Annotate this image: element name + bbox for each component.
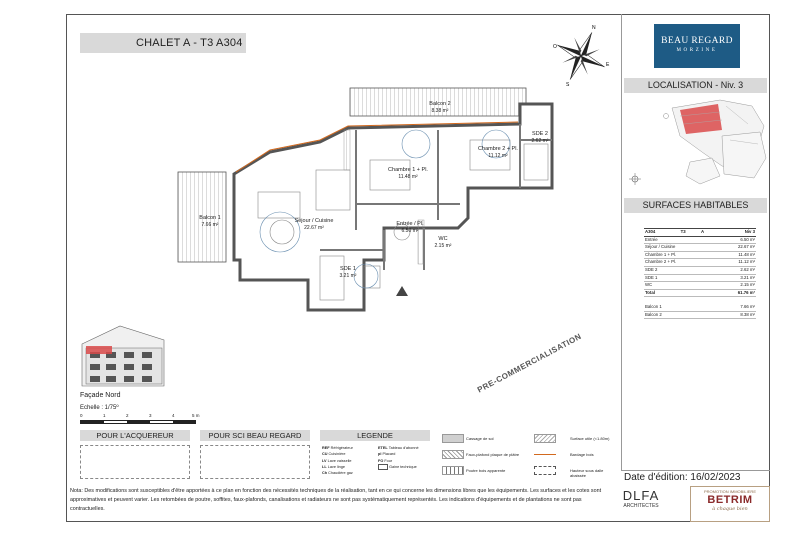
legend-title: LEGENDE xyxy=(320,430,430,441)
room-label-balcon1 xyxy=(192,215,228,228)
room-name: Chambre 2 + Pl. xyxy=(644,259,715,267)
surfaces-head-row xyxy=(644,229,756,237)
balcon-name: Balcon 1 xyxy=(644,304,715,311)
room-name: SDE 2 xyxy=(532,131,548,137)
abbr-text: Réfrigérateur xyxy=(330,446,353,450)
table-row xyxy=(644,236,756,244)
entrance-arrow-icon xyxy=(396,286,408,296)
room-area: 2.15 m² xyxy=(715,282,756,290)
room-label-chambre1 xyxy=(380,167,436,180)
disclaimer-note: Nota: Des modifications sont susceptibles d'être apportées à ce plan en fonction des nécessités techniques de la réalisation, tant en ce qui concerne les dimensions libres que les équipements. Les surfaces et les cotes sont approximatives et peuvent varier. Les retombées de poutre, soffites, faux-plafonds, canalisations et radiateurs ne sont pas systématiquement représentés. Les indications d'équipements et de plantations ne sont pas contractuelles. xyxy=(70,488,602,512)
room-area: 2.62 m² xyxy=(531,137,549,144)
abbr-code: ETEL xyxy=(378,446,388,450)
table-row xyxy=(644,274,756,282)
acquereur-signature-field[interactable] xyxy=(80,445,190,479)
room-name: WC xyxy=(438,236,448,242)
room-name: SDE 1 xyxy=(340,266,356,272)
abbr-code: LL xyxy=(322,464,327,469)
total-label: Total xyxy=(644,289,715,297)
sci-title: POUR SCI BEAU REGARD xyxy=(200,430,310,441)
legend-box xyxy=(320,430,430,441)
room-area: 22.67 m² xyxy=(715,244,756,252)
room-area: 11.12 m² xyxy=(488,152,508,159)
abbr-text: Placard xyxy=(382,452,396,457)
balcon-name: Balcon 2 xyxy=(644,311,715,319)
location-map xyxy=(660,96,770,192)
spacer-row xyxy=(644,297,756,304)
legend-text: Hauteur sous dalle abaissée xyxy=(570,468,604,478)
legend-text: Surface utile (<1.80m) xyxy=(570,436,610,441)
room-name: Balcon 2 xyxy=(429,101,451,107)
legend-swatch-surface-utile xyxy=(534,434,556,443)
room-name: Chambre 1 + Pl. xyxy=(644,251,715,259)
room-area: 8.38 m² xyxy=(431,107,449,114)
table-row xyxy=(644,259,756,267)
acquereur-title: POUR L'ACQUEREUR xyxy=(80,430,190,441)
floor-plan xyxy=(170,80,570,320)
balcon-area: 7.66 m² xyxy=(715,304,756,311)
apartment-outline xyxy=(234,104,552,310)
legend-swatch-dalle xyxy=(534,466,556,475)
compass-south-label: S xyxy=(566,82,570,88)
localisation-title: LOCALISATION - Niv. 3 xyxy=(624,78,767,93)
sci-box xyxy=(200,430,310,479)
brand-logo xyxy=(654,24,740,68)
legend-text: Cassage de sol xyxy=(466,436,494,441)
technical-shaft xyxy=(344,130,350,170)
room-name: Chambre 1 + Pl. xyxy=(388,167,428,173)
scale-tick: 5 m xyxy=(192,413,200,418)
edition-date xyxy=(621,470,770,484)
facade-label: Façade Nord xyxy=(80,392,121,399)
abbr-code: Ch xyxy=(322,471,328,476)
room-label-sde2 xyxy=(528,131,552,144)
table-row xyxy=(644,311,756,319)
abbr-code: pl xyxy=(378,452,382,457)
sci-signature-field[interactable] xyxy=(200,445,310,479)
table-row xyxy=(644,304,756,311)
gaine-swatch xyxy=(378,464,388,470)
legend-swatch-poutre xyxy=(442,466,464,475)
abbr-code: LV xyxy=(322,458,327,463)
abbr-text: Chaudière gaz xyxy=(328,471,353,476)
promoter-tag: à chaque bien xyxy=(712,506,748,512)
surfaces-head-cell: Niv 3 xyxy=(715,229,756,237)
surfaces-table xyxy=(644,228,756,319)
plan-title: CHALET A - T3 A304 xyxy=(80,33,246,53)
legend-text: Poutre bois apparente xyxy=(466,468,506,473)
room-area: 3.21 m² xyxy=(715,274,756,282)
abbr-text: Tableau d'abonné xyxy=(388,446,419,450)
room-label-sejour xyxy=(286,218,342,231)
room-name: Balcon 1 xyxy=(199,215,221,221)
location-compass-icon xyxy=(628,172,642,186)
room-area: 11.12 m² xyxy=(715,259,756,267)
legend-swatch-cassage xyxy=(442,434,464,443)
legend-text: Faux-plafond plaque de plâtre xyxy=(466,452,520,457)
room-area: 22.67 m² xyxy=(304,224,324,231)
promoter-logo xyxy=(690,486,770,522)
promoter-name: BETRIM xyxy=(707,494,753,506)
balcon-area: 8.38 m² xyxy=(715,311,756,319)
room-area: 3.21 m² xyxy=(339,272,357,279)
room-name: Entrée xyxy=(644,236,715,244)
scale-tick: 3 xyxy=(149,413,152,418)
room-label-wc xyxy=(432,236,454,249)
room-area: 11.48 m² xyxy=(715,251,756,259)
scale-tick: 2 xyxy=(126,413,129,418)
table-row xyxy=(644,251,756,259)
scale-tick: 0 xyxy=(80,413,83,418)
precommercialisation-stamp: PRE-COMMERCIALISATION xyxy=(475,331,584,395)
surfaces-head-cell: A304 xyxy=(644,229,680,237)
brand-sub: MORZINE xyxy=(676,48,718,53)
legend-abbr-col xyxy=(378,445,432,470)
brand-name: BEAU REGARD xyxy=(661,36,733,46)
date-label: Date d'édition: xyxy=(624,472,688,483)
room-name: Chambre 2 + Pl. xyxy=(478,146,518,152)
table-row xyxy=(644,266,756,274)
room-area: 11.48 m² xyxy=(398,173,418,180)
legend-swatch-fauxplafond xyxy=(442,450,464,459)
room-label-sde1 xyxy=(336,266,360,279)
total-row xyxy=(644,289,756,297)
room-name: Séjour / Cuisine xyxy=(644,244,715,252)
legend-abbr-list xyxy=(322,445,432,483)
abbr-code: CU xyxy=(322,452,328,457)
promoter-top: PROMOTION IMMOBILIERE xyxy=(703,489,756,494)
surfaces-head-cell: A xyxy=(700,229,715,237)
room-name: SDE 2 xyxy=(644,266,715,274)
room-label-balcon2 xyxy=(420,101,460,114)
room-area: 2.62 m² xyxy=(715,266,756,274)
abbr-text: Lave vaisselle xyxy=(327,458,352,463)
room-name: Séjour / Cuisine xyxy=(294,218,334,224)
compass-west-label: O xyxy=(553,44,557,50)
compass-north-label: N xyxy=(592,25,596,31)
surfaces-head-cell: T3 xyxy=(680,229,700,237)
room-area: 6.50 m² xyxy=(715,236,756,244)
abbr-text: Gaine technique xyxy=(389,464,417,469)
room-area: 6.50 m² xyxy=(401,227,419,234)
room-label-entree xyxy=(390,221,430,234)
legend-abbr-col xyxy=(322,445,374,476)
total-value: 61.76 m² xyxy=(715,289,756,297)
architect-logo xyxy=(620,488,662,518)
surfaces-title: SURFACES HABITABLES xyxy=(624,198,767,213)
room-name: SDE 1 xyxy=(644,274,715,282)
legend-abbr-item xyxy=(378,464,432,470)
facade-thumbnail xyxy=(80,322,166,390)
abbr-text: Four xyxy=(384,458,393,463)
scale-bar xyxy=(80,420,196,424)
abbr-text: Cuisinière xyxy=(328,452,346,457)
architect-name: DLFA xyxy=(622,488,660,503)
scale-tick: 4 xyxy=(172,413,175,418)
legend-text: Bardage bois xyxy=(570,452,594,457)
date-value: 16/02/2023 xyxy=(690,472,741,483)
compass-east-label: E xyxy=(606,62,610,68)
legend-abbr-item xyxy=(322,470,374,476)
architect-sub: ARCHITECTES xyxy=(623,503,659,509)
scale-tick: 1 xyxy=(103,413,106,418)
facade-highlight xyxy=(86,346,112,354)
room-name: Entrée / Pl. xyxy=(396,221,424,227)
table-row xyxy=(644,244,756,252)
abbr-code: FO xyxy=(378,458,384,463)
scale-label: Echelle : 1/75º xyxy=(80,405,119,411)
acquereur-box xyxy=(80,430,190,479)
room-area: 7.66 m² xyxy=(201,221,219,228)
table-row xyxy=(644,282,756,290)
room-area: 2.15 m² xyxy=(434,242,452,249)
room-label-chambre2 xyxy=(470,146,526,159)
legend-swatch-bardage xyxy=(534,454,556,455)
abbr-text: Lave linge xyxy=(327,464,346,469)
abbr-code: REF xyxy=(322,446,330,450)
room-name: WC xyxy=(644,282,715,290)
